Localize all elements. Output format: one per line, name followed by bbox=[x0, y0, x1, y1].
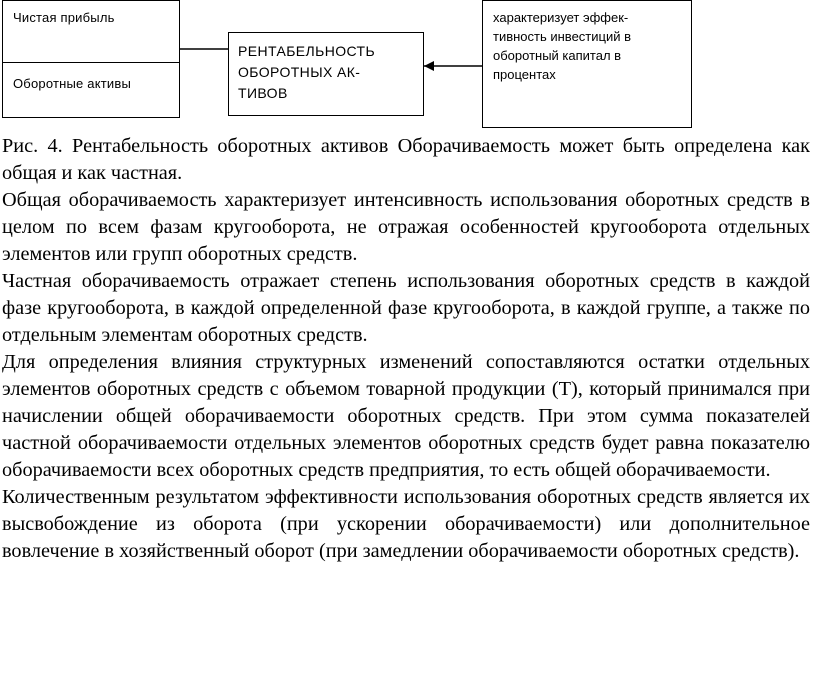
paragraph-structural-changes: Для определения влияния структурных изменений сопоставляются остатки отдельных элементов оборотных средств с объемом товарной продукции (Т), который принимался при начислении общей оборачиваемости оборотных средств. При этом сумма показателей частной оборачиваемости отдельных элементов оборотных средств будет равна показателю оборачиваемости всех оборотных средств предприятия, то есть общей оборачиваемости. bbox=[2, 351, 810, 481]
box-profitability bbox=[228, 32, 424, 116]
paragraph-quantitative-result: Количественным результатом эффективности использования оборотных средств является их высвобождение из оборота (при ускорении оборачиваемости) или дополнительное вовлечение в хозяйственный оборот (при замедлении оборачиваемости оборотных средств). bbox=[2, 486, 810, 562]
label-profitability: РЕНТАБЕЛЬНОСТЬ ОБОРОТНЫХ АК- ТИВОВ bbox=[238, 43, 376, 101]
label-current-assets: Оборотные активы bbox=[13, 76, 132, 91]
arrow-head-icon bbox=[424, 61, 434, 71]
paragraph-partial-turnover: Частная оборачиваемость отражает степень использования оборотных средств в каждой фазе кругооборота, в каждой определенной фазе кругооборота, в каждой группе, а также по отдельным элементам оборотных средств. bbox=[2, 270, 810, 346]
label-description: характеризует эффек- тивность инвестиций в оборотный капитал в процентах bbox=[493, 10, 632, 82]
paragraph-caption: Рис. 4. Рентабельность оборотных активов Оборачиваемость может быть определена как общая и как частная. bbox=[2, 135, 810, 184]
box-net-profit-assets bbox=[2, 0, 180, 118]
box-description bbox=[482, 0, 692, 128]
paragraph-general-turnover: Общая оборачиваемость характеризует интенсивность использования оборотных средств в целом по всем фазам кругооборота, не отражая особенностей кругооборота отдельных элементов или групп оборотных средств. bbox=[2, 189, 810, 265]
document-body bbox=[2, 133, 810, 565]
diagram bbox=[0, 0, 816, 132]
label-net-profit: Чистая прибыль bbox=[13, 10, 115, 25]
box-divider bbox=[3, 62, 179, 63]
